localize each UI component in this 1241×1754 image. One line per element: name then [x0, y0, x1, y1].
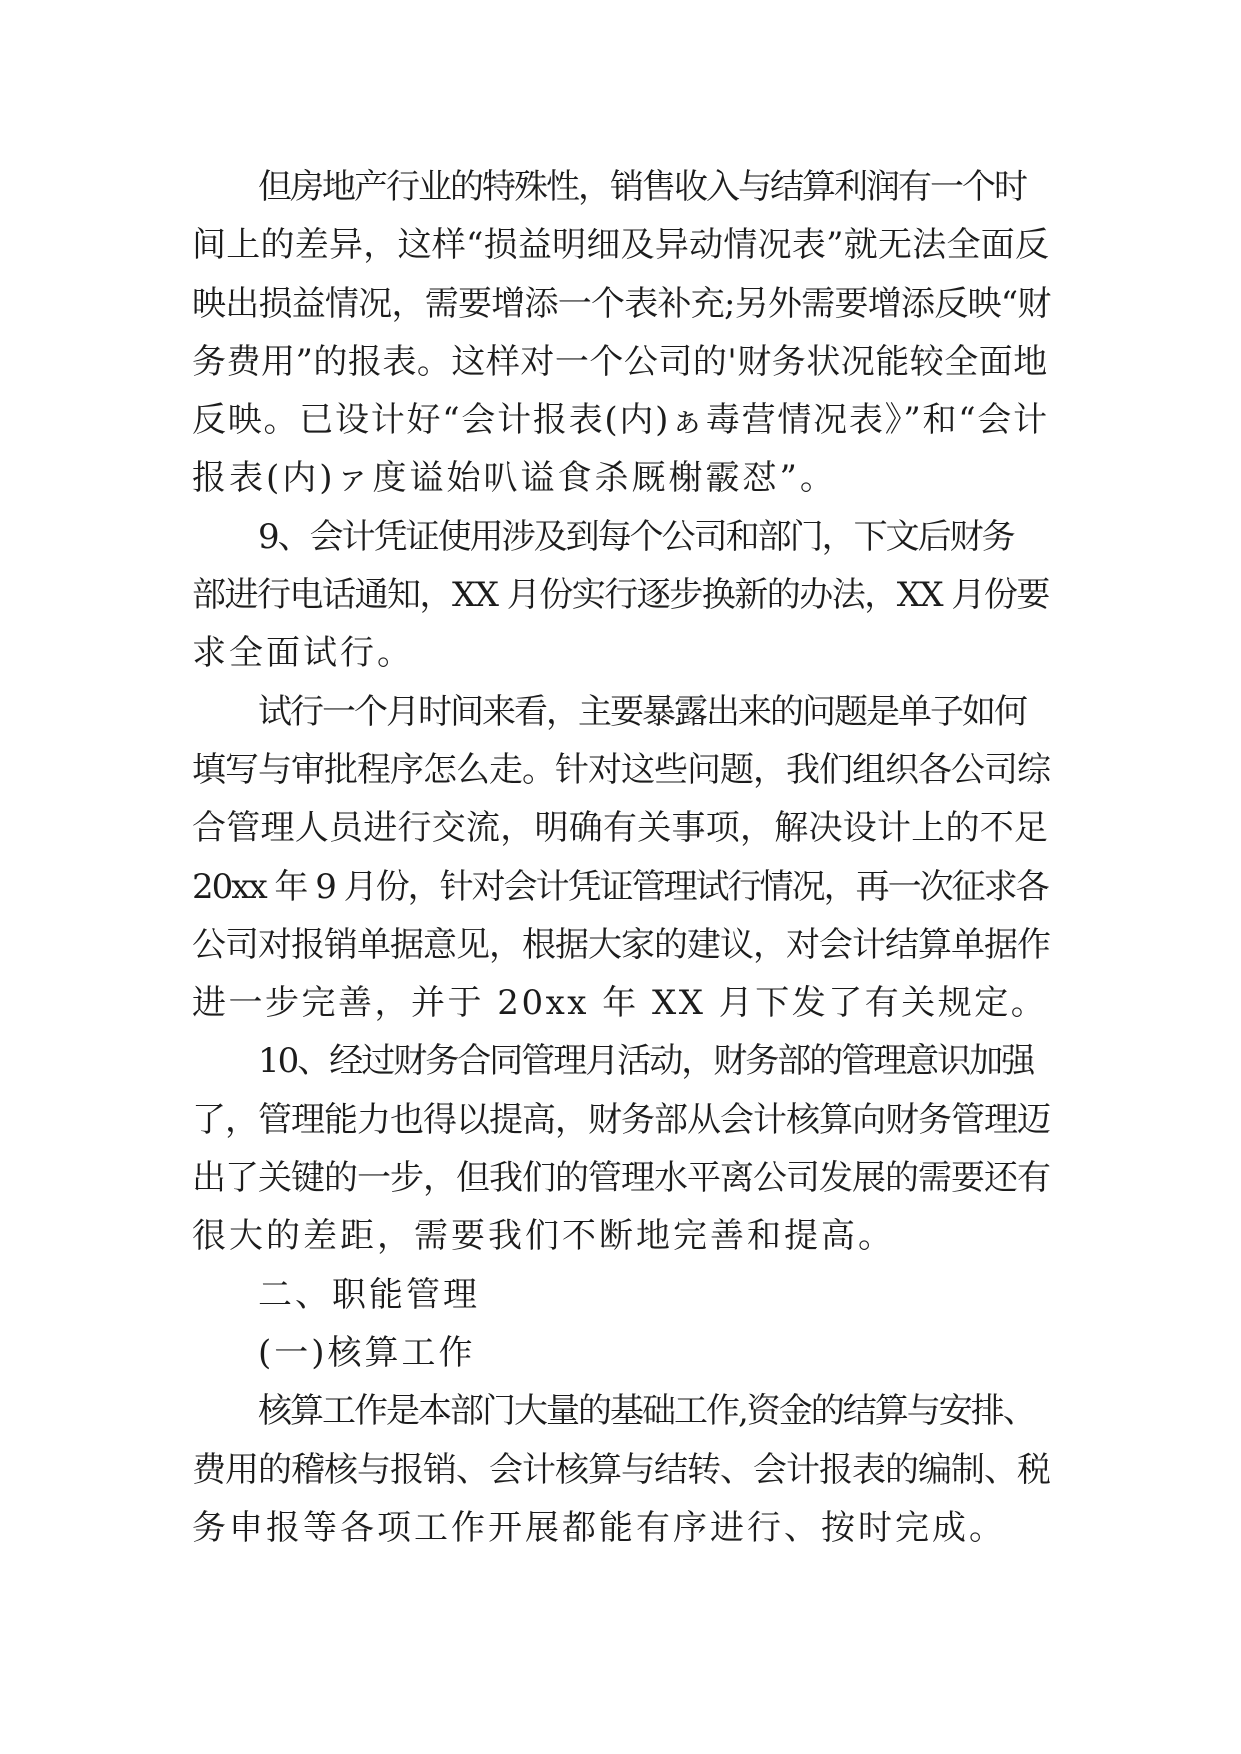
text-line: 务费用”的报表。这样对一个公司的'财务状况能较全面地: [192, 341, 1048, 382]
text-line: 试行一个月时间来看，主要暴露出来的问题是单子如何: [258, 691, 1026, 732]
text-line: 间上的差异，这样“损益明细及异动情况表”就无法全面反: [192, 225, 1050, 266]
document-body: [192, 158, 1052, 1557]
text-line: 公司对报销单据意见，根据大家的建议，对会计结算单据作: [192, 924, 1050, 965]
text-line: 合管理人员进行交流，明确有关事项，解决设计上的不足: [192, 808, 1049, 849]
text-line: 填写与审批程序怎么走。针对这些问题，我们组织各公司综: [192, 749, 1050, 790]
text-line: 映出损益情况，需要增添一个表补充;另外需要增添反映“财: [192, 283, 1051, 324]
text-line: 反映。已设计好“会计报表(内)ぁ毒营情况表》”和“会计: [192, 400, 1049, 441]
text-line: 进一步完善，并于 20xx 年 XX 月下发了有关规定。: [192, 983, 1048, 1024]
text-line: 但房地产行业的特殊性，销售收入与结算利润有一个时: [258, 167, 1026, 207]
text-line: (一)核算工作: [258, 1332, 476, 1373]
text-line: 20xx 年 9 月份，针对会计凭证管理试行情况，再一次征求各: [192, 866, 1048, 907]
text-line: 9、会计凭证使用涉及到每个公司和部门，下文后财务: [258, 516, 1014, 557]
text-line: 求全面试行。: [192, 633, 414, 674]
text-line: 很大的差距，需要我们不断地完善和提高。: [192, 1216, 895, 1257]
text-line: 二、职能管理: [258, 1274, 480, 1315]
text-line: 10、经过财务合同管理月活动，财务部的管理意识加强: [258, 1041, 1034, 1082]
text-line: 出了关键的一步，但我们的管理水平离公司发展的需要还有: [192, 1158, 1050, 1199]
text-line: 了，管理能力也得以提高，财务部从会计核算向财务管理迈: [192, 1099, 1050, 1140]
text-line: 费用的稽核与报销、会计核算与结转、会计报表的编制、税: [192, 1449, 1050, 1490]
text-line: 核算工作是本部门大量的基础工作,资金的结算与安排、: [258, 1391, 1035, 1432]
text-line: 报表(内)ァ度谥始叭谥食杀厩榭霰怼”。: [192, 458, 837, 499]
text-line: 务申报等各项工作开展都能有序进行、按时完成。: [192, 1507, 1006, 1548]
text-line: 部进行电话通知，XX 月份实行逐步换新的办法，XX 月份要: [192, 575, 1049, 616]
